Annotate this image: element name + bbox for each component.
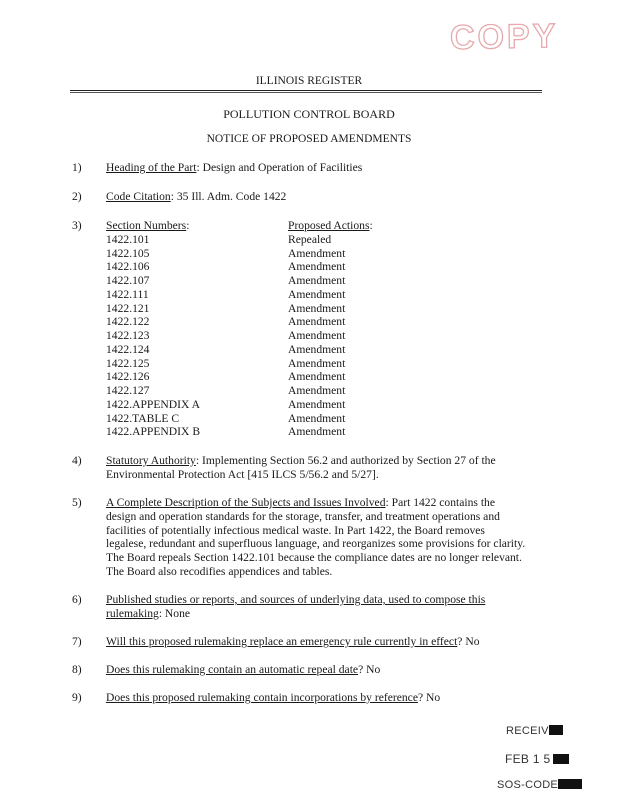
action-row: Amendment — [288, 397, 346, 411]
item-2 — [106, 190, 526, 204]
item-2-label: Code Citation — [106, 190, 171, 203]
copy-stamp: COPY — [449, 17, 559, 57]
section-row: 1422.123 — [106, 329, 150, 342]
action-row: Amendment — [288, 384, 346, 397]
header-rule-double — [70, 92, 542, 93]
item-3-number: 3) — [72, 219, 82, 232]
item-2-number: 2) — [72, 190, 82, 203]
redaction-mark — [549, 725, 563, 735]
item-8-label: Does this rulemaking contain an automatic repeal date — [106, 663, 359, 676]
item-7-label: Will this proposed rulemaking replace an emergency rule currently in effect — [106, 635, 458, 648]
item-9-label: Does this proposed rulemaking contain incorporations by reference — [106, 691, 418, 704]
item-2-text: : 35 Ill. Adm. Code 1422 — [170, 190, 287, 203]
section-row: 1422.124 — [106, 342, 150, 356]
section-row: 1422.APPENDIX B — [106, 425, 201, 439]
action-row: Amendment — [288, 370, 346, 384]
board-title: POLLUTION CONTROL BOARD — [223, 107, 395, 121]
action-row: Amendment — [288, 411, 346, 425]
item-8 — [106, 663, 526, 677]
item-5-label: A Complete Description of the Subjects and Issues Involved — [106, 496, 386, 509]
section-numbers-column — [106, 219, 200, 439]
section-row: 1422.127 — [106, 384, 150, 397]
section-row: 1422.106 — [106, 260, 150, 274]
section-row: 1422.105 — [106, 246, 150, 260]
item-8-text: ? No — [358, 663, 381, 676]
item-9-number: 9) — [72, 691, 82, 704]
proposed-actions-header: Proposed Actions: — [288, 219, 373, 232]
register-heading: ILLINOIS REGISTER — [255, 75, 363, 87]
section-row: 1422.TABLE C — [106, 411, 180, 425]
received-stamp-line-1: RECEIV — [506, 725, 563, 737]
section-row: 1422.107 — [106, 274, 150, 287]
item-4-number: 4) — [72, 454, 82, 467]
section-row: 1422.121 — [106, 301, 150, 315]
item-5 — [106, 496, 526, 579]
item-6-number: 6) — [72, 593, 82, 606]
action-row: Amendment — [288, 246, 346, 260]
item-5-number: 5) — [72, 496, 82, 509]
item-6-text: : None — [158, 606, 191, 620]
action-row: Amendment — [288, 329, 346, 342]
section-row: 1422.125 — [106, 356, 150, 370]
section-row: 1422.101 — [106, 232, 150, 246]
received-stamp-line-3: SOS-CODE — [497, 779, 582, 791]
proposed-actions-column — [288, 219, 373, 439]
item-6-label: Published studies or reports, and sources of underlying data, used to compose this rulemaking — [106, 593, 486, 620]
item-5-text: : Part 1422 contains the design and operation standards for the storage, transfer, and treatment operations and facilities of potentially infectious medical waste. In Part 1422, the Board removes legalese, redundant and superfluous language, and reorganizes some provisions for clarity. The Board repeals Section 1422.101 because the compliance dates are no longer relevant. The Board also recodifies appendices and tables. — [106, 496, 526, 578]
item-7-text: ? No — [457, 635, 480, 648]
item-7 — [106, 635, 526, 649]
received-stamp-line-2: FEB 1 5 — [505, 752, 569, 766]
section-row: 1422.111 — [106, 287, 149, 301]
redaction-mark — [558, 779, 582, 789]
action-row: Amendment — [288, 356, 346, 370]
header-rule — [70, 90, 542, 91]
item-6 — [106, 593, 526, 621]
item-4-text: : Implementing Section 56.2 and authorized by Section 27 of the Environmental Protection Act [415 ILCS 5/56.2 and 5/27]. — [106, 454, 496, 481]
action-row: Amendment — [288, 301, 346, 315]
item-1-number: 1) — [72, 161, 82, 174]
item-4 — [106, 454, 526, 482]
action-row: Amendment — [288, 260, 346, 274]
section-row: 1422.126 — [106, 370, 150, 384]
action-row: Repealed — [288, 232, 332, 246]
section-numbers-header: Section Numbers: — [106, 219, 190, 232]
item-1 — [106, 161, 526, 175]
action-row: Amendment — [288, 315, 346, 329]
notice-title: NOTICE OF PROPOSED AMENDMENTS — [206, 133, 412, 145]
item-9 — [106, 691, 526, 705]
section-row: 1422.APPENDIX A — [106, 397, 201, 411]
item-1-text: : Design and Operation of Facilities — [196, 161, 363, 174]
section-row: 1422.122 — [106, 315, 150, 329]
item-4-label: Statutory Authority — [106, 454, 196, 467]
action-row: Amendment — [288, 425, 346, 439]
redaction-mark — [553, 754, 569, 764]
item-9-text: ? No — [417, 691, 441, 704]
action-row: Amendment — [288, 274, 346, 287]
item-1-label: Heading of the Part — [106, 161, 197, 174]
item-7-number: 7) — [72, 635, 82, 648]
item-8-number: 8) — [72, 663, 82, 676]
action-row: Amendment — [288, 342, 346, 356]
action-row: Amendment — [288, 287, 346, 301]
